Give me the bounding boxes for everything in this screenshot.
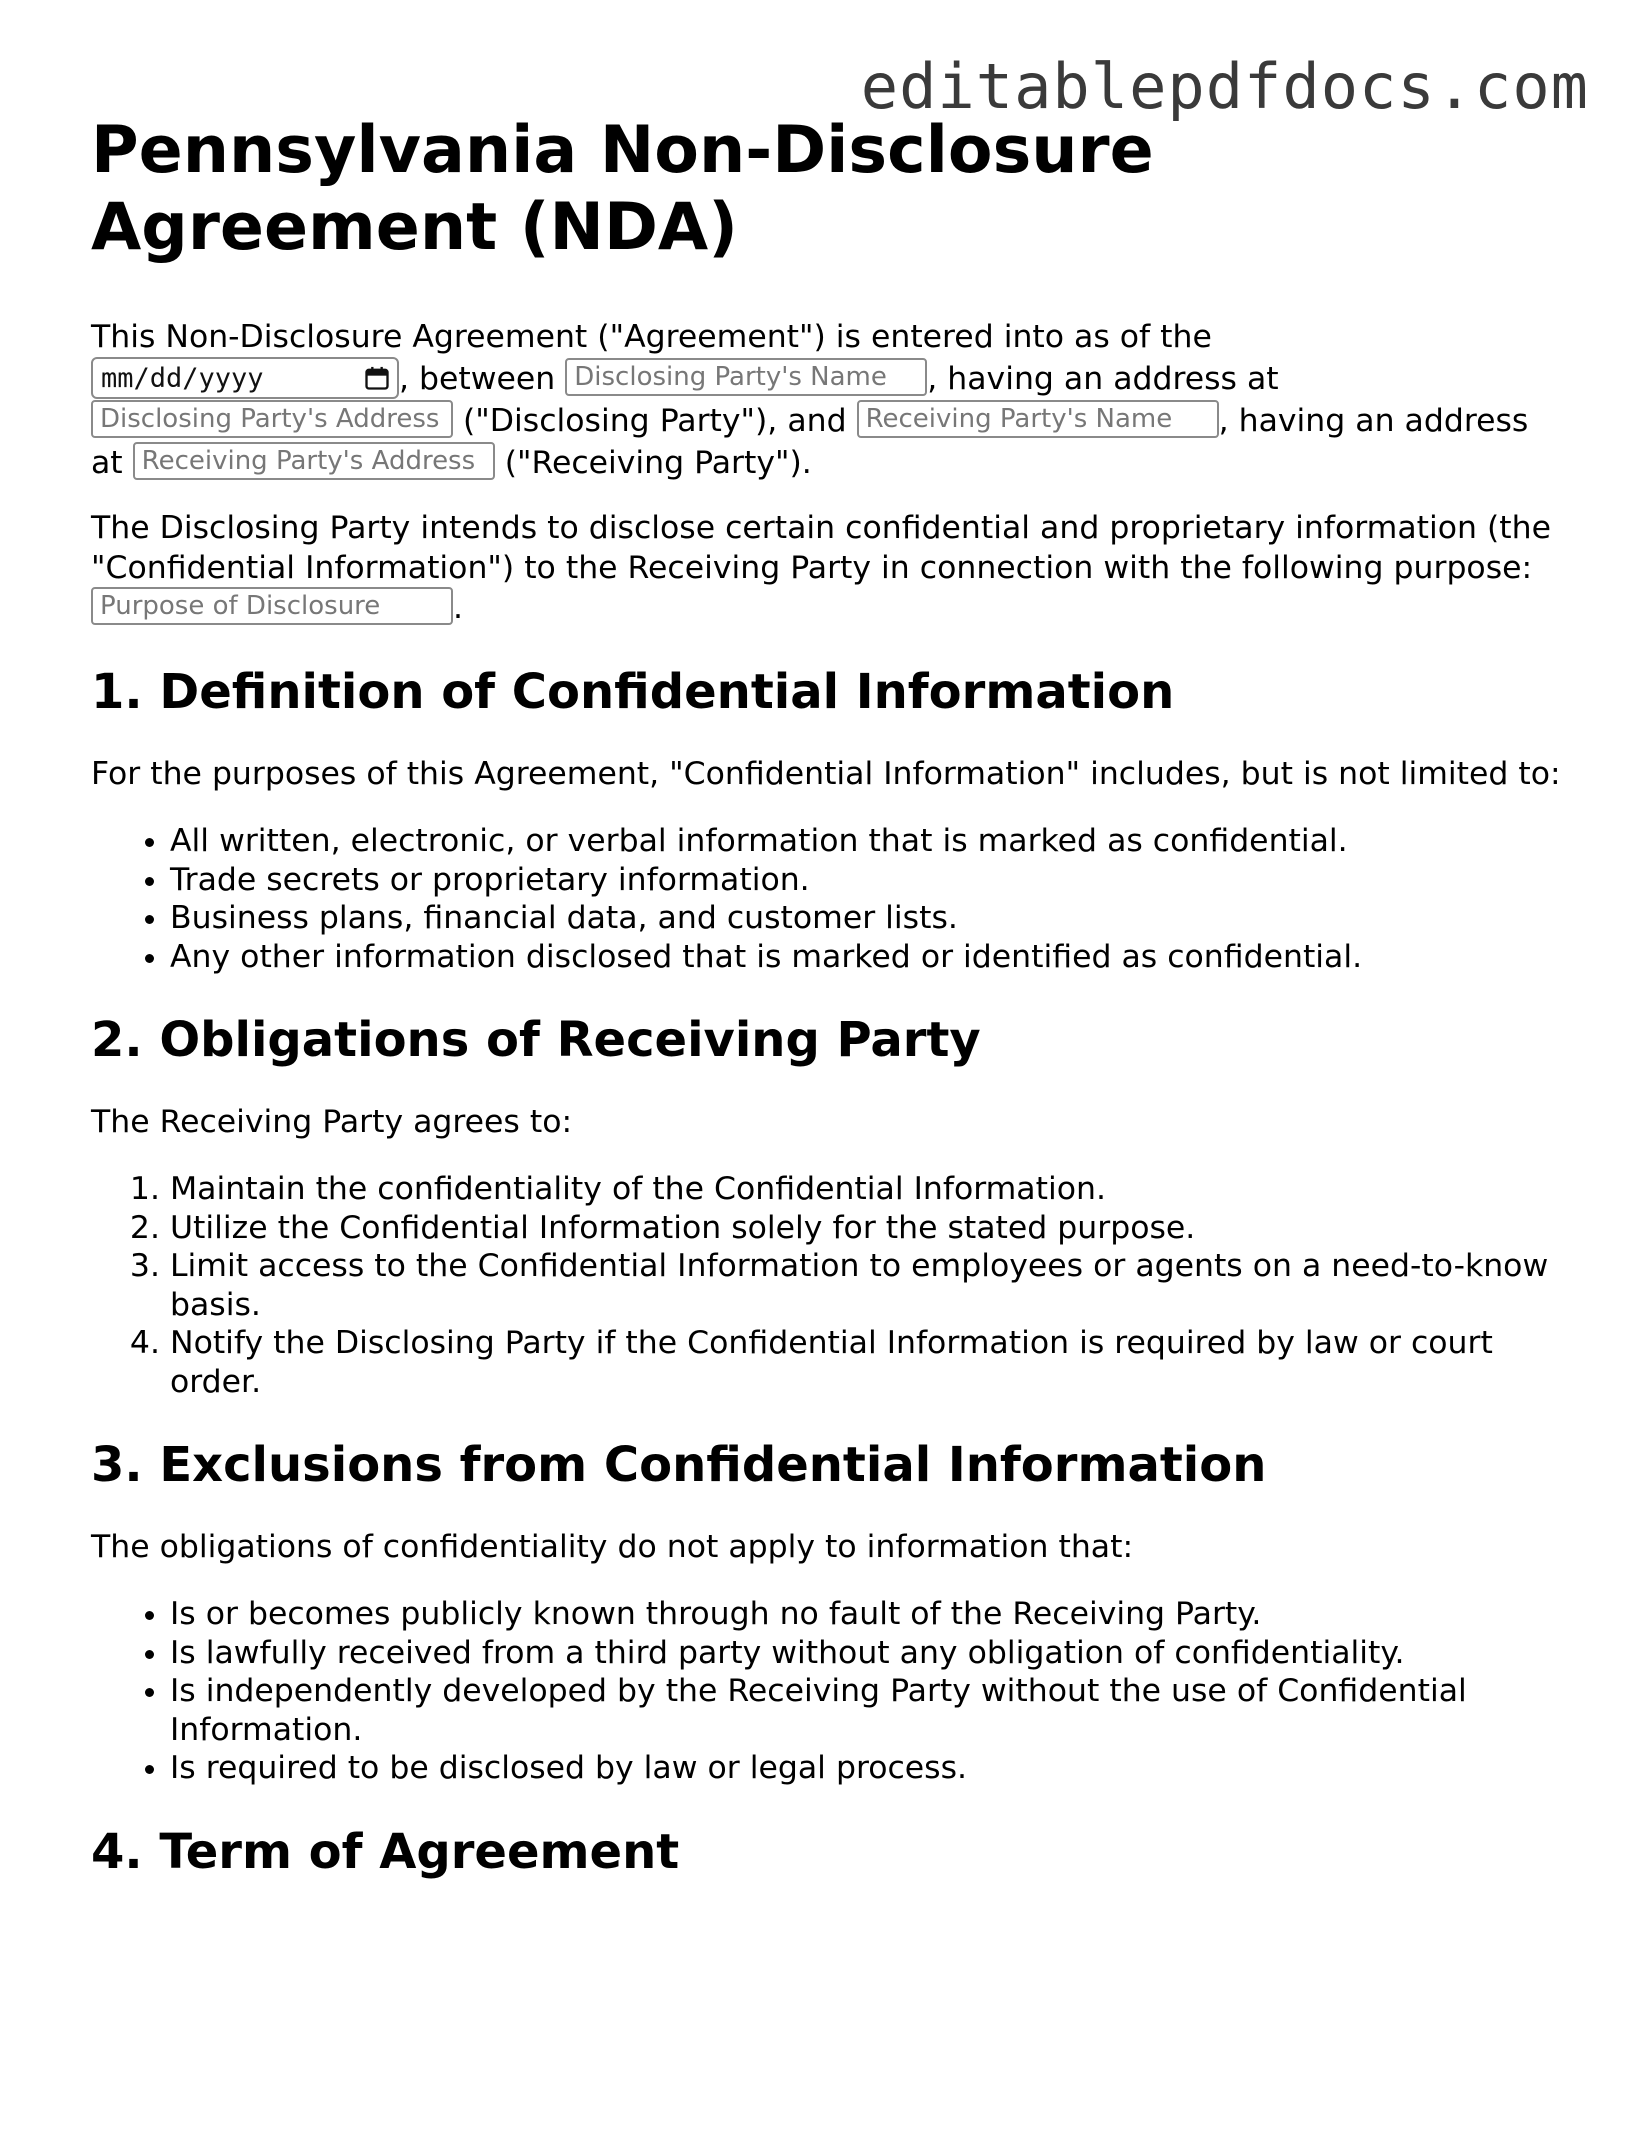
section-4-heading: 4. Term of Agreement [91,1823,680,1880]
purpose-of-disclosure-input[interactable] [91,587,453,625]
list-item: 1. Maintain the confidentiality of the Confidential Information. [170,1170,1561,1209]
watermark: editablepdfdocs.com [860,50,1589,123]
document-page [91,112,1561,1914]
list-item: • Is lawfully received from a third party without any obligation of confidentiality. [170,1634,1561,1673]
list-item: • Is independently developed by the Receiving Party without the use of Confidential Information. [170,1672,1561,1749]
list-item: • Business plans, financial data, and customer lists. [170,899,1561,938]
intro-paragraph [91,316,1561,484]
purpose-text-end: . [453,590,464,626]
section-1-heading: 1. Definition of Confidential Information [91,664,1175,720]
document-title: Pennsylvania Non-Disclosure Agreement (NDA) [91,113,1154,265]
section-1-list [91,822,1561,976]
list-item: • Trade secrets or proprietary information. [170,861,1561,900]
list-item: 2. Utilize the Confidential Information solely for the stated purpose. [170,1209,1561,1248]
section-3-list [91,1595,1561,1788]
receiving-party-address-input[interactable] [133,442,495,480]
list-item: • Any other information disclosed that is marked or identified as confidential. [170,938,1561,977]
calendar-icon[interactable] [363,364,391,392]
list-item: • Is required to be disclosed by law or legal process. [170,1749,1561,1788]
intro-text-2: , between [399,361,556,397]
agreement-date-input[interactable] [101,363,363,394]
disclosing-party-address-input[interactable] [91,400,453,438]
agreement-date-field[interactable] [91,357,399,399]
section-2-heading: 2. Obligations of Receiving Party [91,1012,981,1068]
purpose-text: The Disclosing Party intends to disclose certain confidential and proprietary information (the "Confidential Information") to the Receiving Party in connection with the following purpose: [91,510,1551,586]
intro-text-6: ("Receiving Party"). [504,445,812,481]
intro-text-1: This Non-Disclosure Agreement ("Agreement") is entered into as of the [91,319,1212,355]
disclosing-party-name-input[interactable] [565,358,927,396]
list-item: 4. Notify the Disclosing Party if the Confidential Information is required by law or court order. [170,1324,1561,1401]
section-3-intro: The obligations of confidentiality do not apply to information that: [91,1529,1134,1565]
list-item: • Is or becomes publicly known through no fault of the Receiving Party. [170,1595,1561,1634]
section-2-list [91,1170,1561,1401]
section-3-heading: 3. Exclusions from Confidential Information [91,1437,1267,1493]
purpose-paragraph [91,508,1561,628]
list-item: 3. Limit access to the Confidential Information to employees or agents on a need-to-know basis. [170,1247,1561,1324]
section-1-intro: For the purposes of this Agreement, "Confidential Information" includes, but is not limited to: [91,756,1561,792]
receiving-party-name-input[interactable] [857,400,1219,438]
intro-text-4: ("Disclosing Party"), and [463,403,847,439]
intro-text-3: , having an address at [927,361,1279,397]
list-item: • All written, electronic, or verbal information that is marked as confidential. [170,822,1561,861]
intro-text-5: , having an address at [91,403,1529,481]
section-2-intro: The Receiving Party agrees to: [91,1104,573,1140]
